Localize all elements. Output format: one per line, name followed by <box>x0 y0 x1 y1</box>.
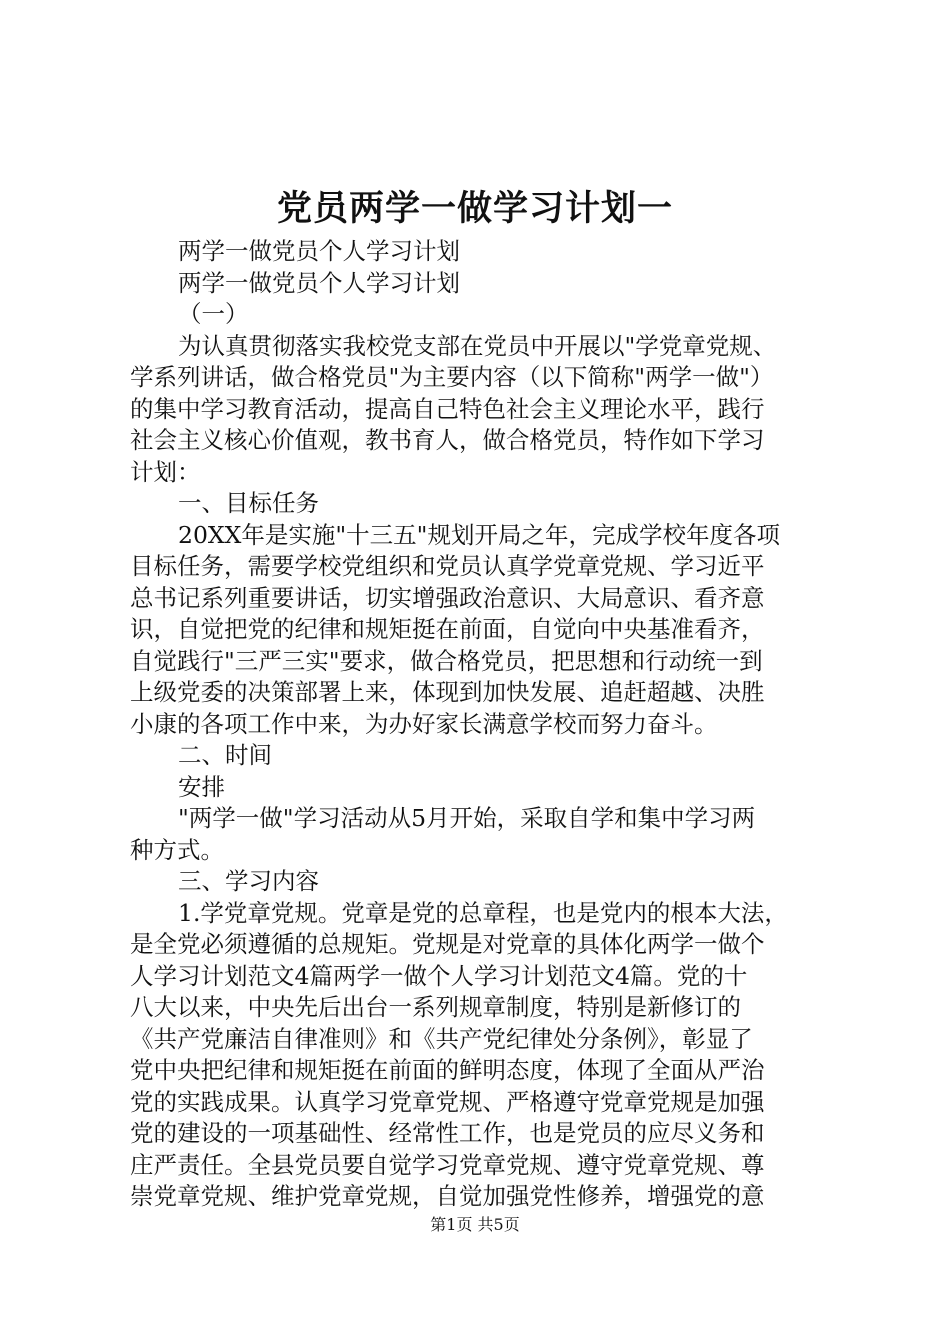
body-line-31: 崇党章党规、维护党章党规，自觉加强党性修养，增强党的意 <box>130 1182 765 1210</box>
body-line-27: 党中央把纪律和规矩挺在前面的鲜明态度，体现了全面从严治 <box>130 1056 765 1084</box>
body-line-3: （一） <box>178 300 249 328</box>
body-line-8: 计划： <box>130 457 201 486</box>
body-line-7: 社会主义核心价值观，教书育人，做合格党员，特作如下学习 <box>130 426 765 454</box>
body-line-1: 两学一做党员个人学习计划 <box>178 237 460 265</box>
body-line-28: 党的实践成果。认真学习党章党规、严格遵守党章党规是加强 <box>130 1087 765 1116</box>
body-line-4: 为认真贯彻落实我校党支部在党员中开展以"学党章党规、 <box>178 331 777 360</box>
body-line-16: 小康的各项工作中来，为办好家长满意学校而努力奋斗。 <box>130 709 718 738</box>
body-line-25: 八大以来，中央先后出台一系列规章制度，特别是新修订的 <box>130 993 741 1021</box>
section-heading-content: 三、学习内容 <box>178 867 319 895</box>
document-title: 党员两学一做学习计划一 <box>276 188 673 229</box>
body-line-10: 20XX年是实施"十三五"规划开局之年，完成学校年度各项 <box>178 520 780 549</box>
body-line-6: 的集中学习教育活动，提高自己特色社会主义理论水平，践行 <box>130 394 765 423</box>
body-line-18: 安排 <box>178 772 225 801</box>
body-line-15: 上级党委的决策部署上来，体现到加快发展、追赶超越、决胜 <box>130 678 765 706</box>
body-line-24: 人学习计划范文4篇两学一做个人学习计划范文4篇。党的十 <box>130 961 748 990</box>
body-line-22: 1.学党章党规。党章是党的总章程，也是党内的根本大法， <box>178 898 788 927</box>
body-line-30: 庄严责任。全县党员要自觉学习党章党规、遵守党章党规、尊 <box>130 1150 765 1179</box>
body-line-29: 党的建设的一项基础性、经常性工作，也是党员的应尽义务和 <box>130 1119 765 1147</box>
body-line-5: 学系列讲话，做合格党员"为主要内容（以下简称"两学一做"） <box>130 363 774 391</box>
body-line-12: 总书记系列重要讲话，切实增强政治意识、大局意识、看齐意 <box>130 583 765 612</box>
page-footer: 第1页 共5页 <box>430 1215 520 1234</box>
body-line-23: 是全党必须遵循的总规矩。党规是对党章的具体化两学一做个 <box>130 930 765 958</box>
body-line-13: 识，自觉把党的纪律和规矩挺在前面，自觉向中央基准看齐， <box>130 615 765 643</box>
body-line-26: 《共产党廉洁自律准则》和《共产党纪律处分条例》，彰显了 <box>130 1024 753 1053</box>
body-line-2: 两学一做党员个人学习计划 <box>178 268 460 297</box>
body-line-14: 自觉践行"三严三实"要求，做合格党员，把思想和行动统一到 <box>130 646 763 675</box>
document-body <box>130 236 830 1213</box>
body-line-20: 种方式。 <box>130 835 224 864</box>
section-heading-time: 二、时间 <box>178 741 272 769</box>
body-line-19: "两学一做"学习活动从5月开始，采取自学和集中学习两 <box>178 804 756 832</box>
section-heading-goals: 一、目标任务 <box>178 489 319 517</box>
body-line-11: 目标任务，需要学校党组织和党员认真学党章党规、学习近平 <box>130 552 765 580</box>
